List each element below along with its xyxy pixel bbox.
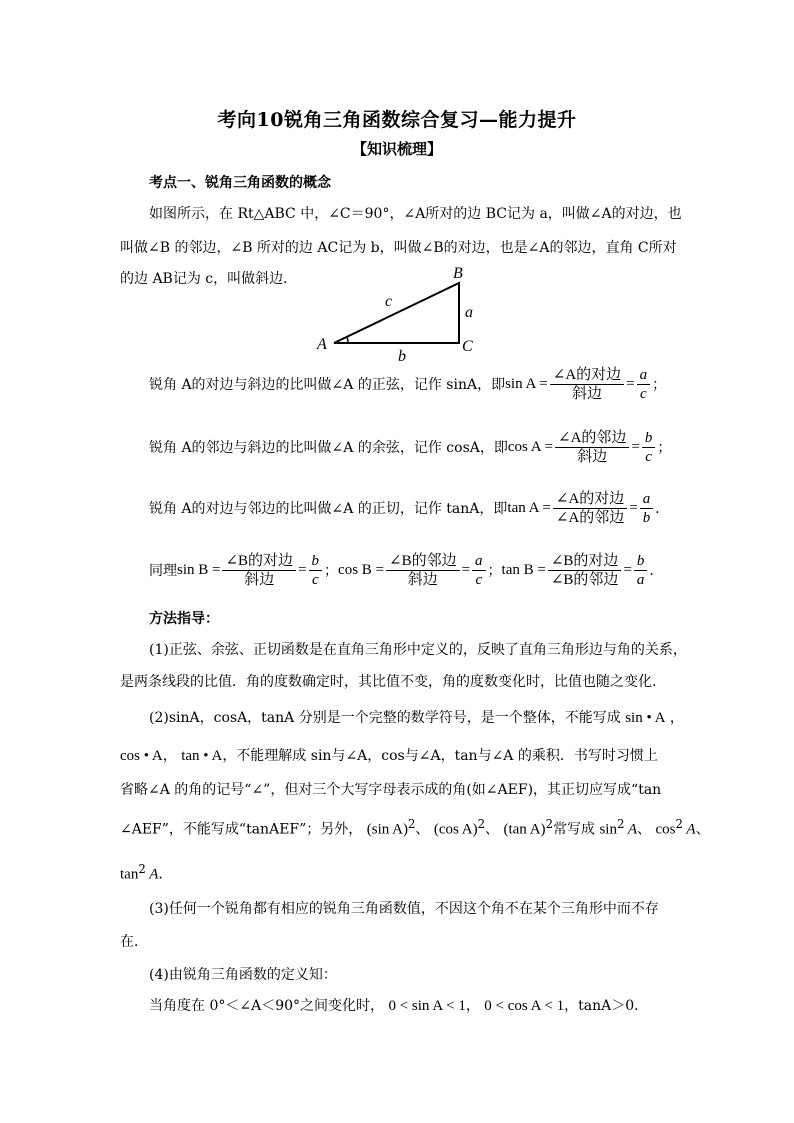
tan-frac-num: ∠A的对边	[553, 490, 627, 509]
method-p2-sin: sin • A	[625, 710, 666, 726]
sin-frac-den: 斜边	[571, 385, 602, 402]
tan-frac2-den: b	[642, 509, 651, 526]
method-p2-cos: cos • A	[120, 748, 163, 764]
tanb-frac2-den: a	[636, 571, 645, 588]
sup-2: 2	[616, 817, 625, 831]
method-p2-line2	[120, 745, 658, 765]
method-p2-line1	[149, 707, 684, 727]
side-b-label: b	[398, 348, 406, 362]
cos-frac-den: 斜边	[577, 448, 608, 465]
tan-range: ，tanA＞0．	[564, 998, 649, 1014]
method-p2-line4-text: ∠AEF”，不能写成“tanAEF”；另外，	[120, 821, 363, 838]
method-p3-line2: 在．	[120, 934, 148, 950]
tanb-frac2-num: b	[634, 552, 648, 571]
similarly-prefix: 同理	[149, 563, 177, 579]
sin-fraction-words	[550, 366, 624, 403]
cos-def-end: ；	[657, 440, 672, 456]
comma: ，	[465, 998, 480, 1014]
tan-definition: 锐角 A的对边与邻边的比叫做∠A 的正切，记作 tanA，即 tan A = $\frac{\text{∠A的对边}}{\text{∠A的邻边}}$ = $\frac{a}{b}$ ．	[149, 490, 670, 526]
cos-range: 0 < cos A < 1	[484, 998, 565, 1014]
sinb-frac-den: 斜边	[244, 571, 275, 588]
tan-frac-den: ∠A的邻边	[555, 509, 625, 526]
cos-fraction-letters	[642, 429, 656, 466]
sin-frac-num: ∠A的对边	[550, 366, 624, 385]
page-title: 考向10锐角三角函数综合复习—能力提升	[217, 109, 577, 131]
sinb-lhs: sin B =	[177, 561, 221, 578]
cos-frac2-num: b	[642, 429, 656, 448]
method-p2-line2-text: ，不能理解成 sin与∠A，cos与∠A，tan与∠A 的乘积．书写时习惯上	[222, 748, 658, 764]
sin-def-text: 锐角 A的对边与斜边的比叫做∠A 的正弦，记作 sinA，即	[149, 377, 506, 393]
cos-frac-num: ∠A的邻边	[555, 429, 629, 448]
cosb-fraction-words	[386, 552, 460, 589]
sin-a-paren: (sin A)	[366, 821, 408, 838]
method-p2-sep: ，	[162, 748, 177, 764]
sin-fraction-letters	[637, 366, 651, 403]
cos-def-text: 锐角 A的邻边与斜边的比叫做∠A 的余弦，记作 cosA，即	[149, 440, 508, 456]
side-a-label: a	[465, 304, 473, 321]
angle-a: A	[682, 821, 696, 838]
sep-2: 、	[485, 821, 500, 838]
sinb-frac2-den: c	[311, 571, 319, 588]
sin-frac2-num: a	[637, 366, 651, 385]
method-p2-line4	[120, 817, 710, 839]
tan-fraction-letters	[640, 490, 654, 527]
sup-2: 2	[138, 862, 146, 876]
sinb-fraction-words	[222, 552, 296, 589]
angle-a: A	[145, 866, 159, 883]
intro-line-1: 如图所示，在 Rt△ABC 中，∠C＝90°，∠A所对的边 BC记为 a，叫做∠A的对边，也	[149, 206, 682, 222]
tanb-lhs: tan B =	[501, 561, 546, 578]
tan-def-text: 锐角 A的对边与邻边的比叫做∠A 的正切，记作 tanA，即	[149, 501, 508, 517]
tanb-fraction-words	[548, 552, 622, 589]
vertex-a-label: A	[317, 336, 327, 353]
cos-frac2-den: c	[645, 448, 652, 465]
cos-def-lhs: cos A =	[507, 438, 554, 455]
sinb-frac-num: ∠B的对边	[222, 552, 296, 571]
side-c-label: c	[385, 293, 393, 310]
period: ．	[158, 866, 173, 883]
sin-def-end: ；	[652, 377, 667, 393]
method-p2-tan: tan • A	[181, 748, 223, 764]
tan-frac2-num: a	[640, 490, 654, 509]
tan-a-paren: (tan A)	[503, 821, 546, 838]
sup-2: 2	[407, 817, 416, 831]
cos-a-paren: (cos A)	[433, 821, 478, 838]
sinb-end: ；	[324, 563, 339, 579]
right-triangle-diagram	[312, 262, 482, 362]
section-heading: 考点一、锐角三角函数的概念	[149, 175, 331, 191]
cos-definition: 锐角 A的邻边与斜边的比叫做∠A 的余弦，记作 cosA，即 cos A = $\frac{\text{∠A的邻边}}{\text{斜边}}$ = $\frac{b}{c}$ ；	[149, 429, 672, 465]
cos-squared: cos	[655, 821, 676, 838]
tanb-frac-den: ∠B的邻边	[550, 571, 619, 588]
cosb-frac2-den: c	[475, 571, 483, 588]
angle-a: A	[624, 821, 638, 838]
sin-range: 0 < sin A < 1	[388, 998, 466, 1014]
usually-written: 常写成	[552, 821, 595, 838]
method-p3-line1: (3)任何一个锐角都有相应的锐角三角函数值，不因这个角不在某个三角形中而不存	[149, 901, 659, 917]
sup-2: 2	[545, 817, 553, 831]
method-p4-line2	[149, 995, 648, 1015]
method-p1-line2: 是两条线段的比值．角的度数确定时，其比值不变，角的度数变化时，比值也随之变化．	[120, 674, 666, 690]
tan-squared: tan	[120, 866, 139, 883]
intro-line-2: 叫做∠B 的邻边，∠B 所对的边 AC记为 b，叫做∠B的对边，也是∠A的邻边，直角 C所对	[120, 240, 677, 256]
cos-fraction-words	[555, 429, 629, 466]
method-p2-line3: 省略∠A 的角的记号“∠”，但对三个大写字母表示成的角(如∠AEF)，其正切应写成“tan	[120, 782, 662, 798]
sin-definition: 锐角 A的对边与斜边的比叫做∠A 的正弦，记作 sinA，即 sin A = $\frac{\text{∠A的对边}}{\text{斜边}}$ = $\frac{a}{c}$ ；	[149, 366, 667, 402]
angle-b-definitions: 同理 sin B = $\frac{\text{∠B的对边}}{\text{斜边}}$ = $\frac{b}{c}$ ； cos B = $\frac{\text{∠B的邻边}}{\text{斜边}}$ = $\frac{a}{c}$ ； tan B = $\frac{\text{∠B的对边}}{\text{∠B的邻边}}$ = $\frac{b}{a}$ ．	[149, 552, 664, 588]
sin-squared: sin	[599, 821, 617, 838]
method-p2-end: ，	[669, 710, 684, 726]
intro-line-3: 的边 AB记为 c，叫做斜边．	[120, 271, 298, 287]
method-heading: 方法指导：	[149, 611, 219, 627]
cosb-frac2-num: a	[472, 552, 486, 571]
vertex-c-label: C	[462, 338, 473, 355]
method-p4-text: 当角度在 0°＜∠A＜90°之间变化时，	[149, 998, 385, 1014]
tanb-fraction-letters	[634, 552, 648, 589]
vertex-b-label: B	[453, 265, 463, 282]
sup-2: 2	[477, 817, 486, 831]
method-p4-line1: (4)由锐角三角函数的定义知：	[149, 967, 337, 983]
sinb-fraction-letters	[309, 552, 323, 589]
cosb-frac-den: 斜边	[407, 571, 438, 588]
sup-2: 2	[675, 817, 683, 831]
cosb-lhs: cos B =	[338, 561, 384, 578]
section-subtitle: 【知识梳理】	[351, 140, 442, 158]
triangle-shape	[334, 283, 459, 343]
sin-def-lhs: sin A =	[505, 375, 548, 392]
tan-def-lhs: tan A =	[507, 499, 551, 516]
sep-4: 、	[695, 821, 710, 838]
cosb-end: ；	[487, 563, 502, 579]
sin-frac2-den: c	[640, 385, 647, 402]
tan-fraction-words	[553, 490, 627, 527]
tanb-end: ．	[649, 563, 664, 579]
sep-3: 、	[637, 821, 652, 838]
cosb-fraction-letters	[472, 552, 486, 589]
method-p2-line5	[120, 862, 172, 884]
tanb-frac-num: ∠B的对边	[548, 552, 622, 571]
cosb-frac-num: ∠B的邻边	[386, 552, 460, 571]
sinb-frac2-num: b	[309, 552, 323, 571]
tan-def-end: ．	[655, 501, 670, 517]
method-p1-line1: (1)正弦、余弦、正切函数是在直角三角形中定义的，反映了直角三角形边与角的关系，	[149, 642, 687, 658]
sep-1: 、	[415, 821, 430, 838]
method-p2-text: (2)sinA，cosA，tanA 分别是一个完整的数学符号，是一个整体，不能写成	[149, 710, 621, 726]
